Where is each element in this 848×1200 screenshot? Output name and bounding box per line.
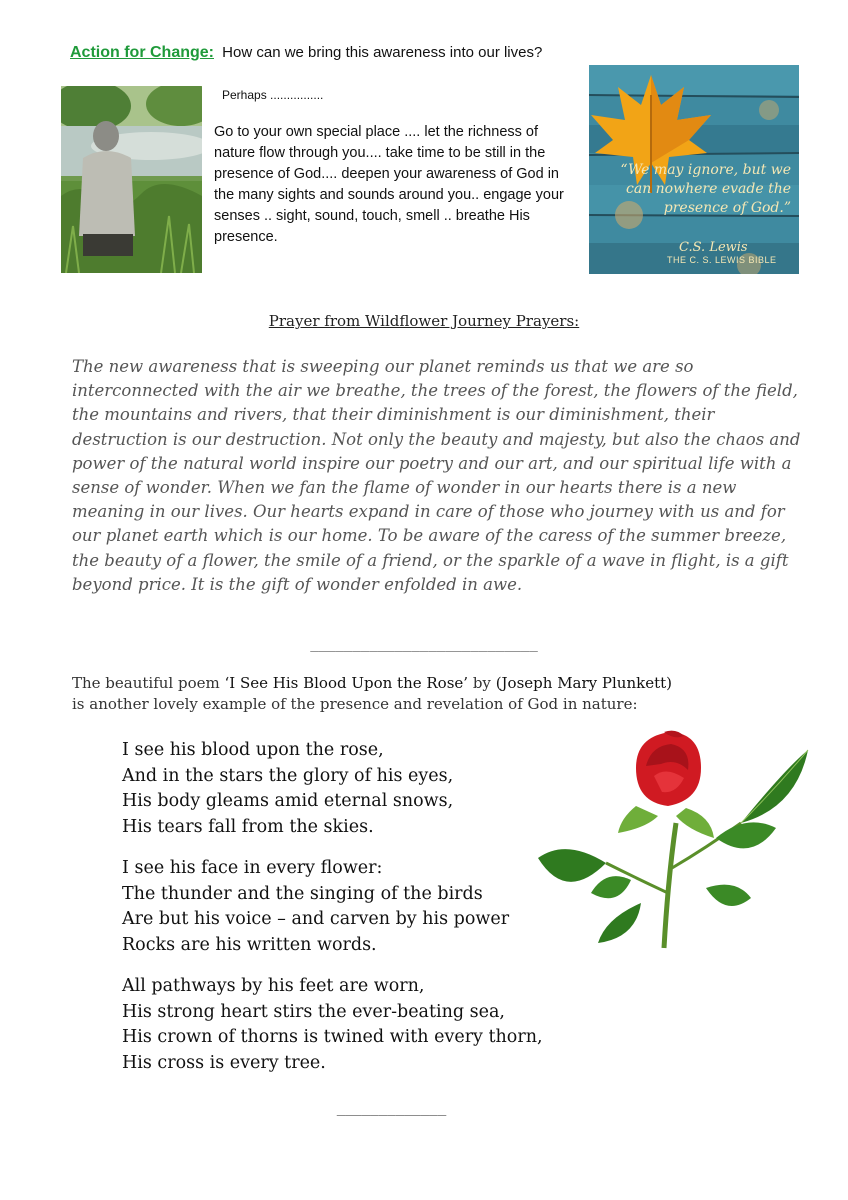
woman-by-lake-photo xyxy=(61,86,202,273)
poem-line: Are but his voice – and carven by his power xyxy=(122,909,510,929)
poem-line: I see his face in every flower: xyxy=(122,858,383,878)
poem-line: His body gleams amid eternal snows, xyxy=(122,791,454,811)
poem-line: And in the stars the glory of his eyes, xyxy=(122,765,454,786)
red-rose-illustration xyxy=(536,728,812,950)
poem-line: His crown of thorns is twined with every thorn, xyxy=(122,1027,543,1047)
poem-line: Rocks are his written words. xyxy=(122,934,377,955)
quote-author: C.S. Lewis xyxy=(679,240,748,255)
poem-author: (Joseph Mary Plunkett) xyxy=(495,674,672,692)
poem-introduction xyxy=(72,673,772,715)
action-for-change-label: Action for Change: xyxy=(70,44,214,61)
poem xyxy=(122,738,592,1092)
poem-line: The thunder and the singing of the birds xyxy=(122,883,483,904)
poem-intro-by: by xyxy=(468,674,496,692)
prayer-title: Prayer from Wildflower Journey Prayers: xyxy=(268,312,580,330)
rose-leaf-icon xyxy=(741,750,808,823)
heading-question: How can we bring this awareness into our lives? xyxy=(222,44,543,61)
heading-row xyxy=(70,44,542,62)
poem-line: His strong heart stirs the ever-beating sea, xyxy=(122,1001,505,1022)
poem-line: His cross is every tree. xyxy=(122,1052,326,1073)
cs-lewis-quote-card xyxy=(589,65,799,274)
poem-intro-line2: is another lovely example of the presence and revelation of God in nature: xyxy=(72,695,638,713)
poem-line: His tears fall from the skies. xyxy=(122,816,374,837)
stanza xyxy=(122,738,592,840)
rose-bloom-icon xyxy=(636,731,701,806)
poem-title-reference: ‘I See His Blood Upon the Rose’ xyxy=(224,674,469,692)
poem-intro-prefix: The beautiful poem xyxy=(72,674,225,692)
poem-line: I see his blood upon the rose, xyxy=(122,740,384,760)
end-divider: _____________ xyxy=(336,1100,447,1116)
stanza xyxy=(122,974,592,1076)
poem-line: All pathways by his feet are worn, xyxy=(122,976,425,996)
quote-text: “We may ignore, but we can nowhere evade the presence of God.” xyxy=(620,162,791,216)
prayer-body: The new awareness that is sweeping our planet reminds us that we are so interconnected with the air we breathe, the trees of the forest, the flowers of the field, the mountains and rivers, that their diminishment is our diminishment, their destruction is our destruction. Not only the beauty and majesty, but also the chaos and power of the natural world inspire our poetry and our art, and our spiritual life with a sense of wonder. When we fan the flame of wonder in our hearts there is a new meaning in our lives. Our hearts expand in care of those who journey with us and for our planet earth which is our home. To be aware of the caress of the summer breeze, the beauty of a flower, the smile of a friend, or the sparkle of a wave in flight, is a gift beyond price. It is the gift of wonder enfolded in awe. xyxy=(72,357,801,594)
section-divider: ___________________________ xyxy=(310,636,538,652)
stanza xyxy=(122,856,592,958)
intro-paragraph: Go to your own special place .... let the richness of nature flow through you.... take time to be still in the presence of God.... deepen your awareness of God in the many sights and sounds around you.. engage your senses .. sight, sound, touch, smell .. breathe His presence. xyxy=(214,124,564,245)
quote-source: THE C. S. LEWIS BIBLE xyxy=(667,255,777,265)
perhaps-text: Perhaps ................ xyxy=(222,88,324,102)
